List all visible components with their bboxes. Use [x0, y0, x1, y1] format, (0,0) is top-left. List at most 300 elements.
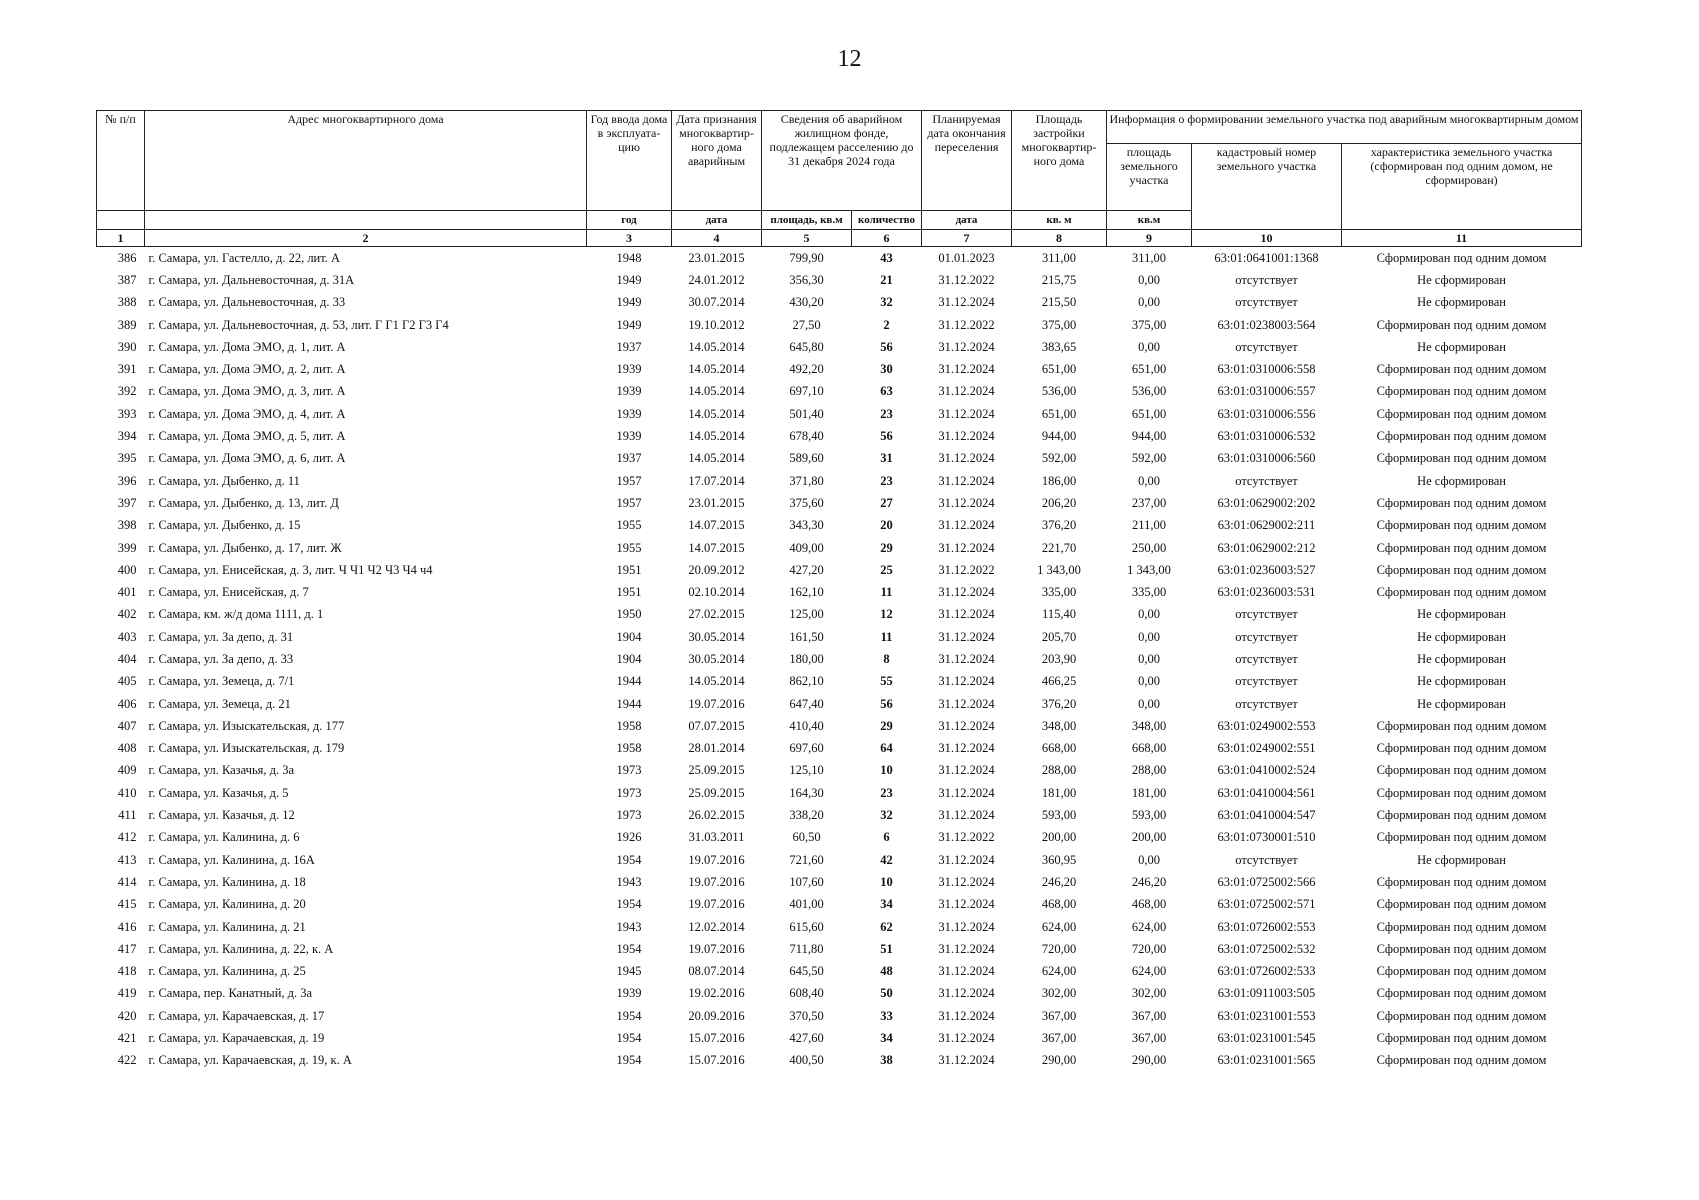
- land-characteristic: Сформирован под одним домом: [1376, 250, 1547, 265]
- build-area: 367,00: [1041, 1031, 1077, 1046]
- planned-date: 31.12.2024: [938, 540, 995, 555]
- address: г. Самара, ул. Дома ЭМО, д. 3, лит. А: [148, 384, 346, 399]
- cadastral-number: 63:01:0231001:565: [1217, 1053, 1316, 1068]
- cadastral-number: 63:01:0310006:532: [1217, 429, 1316, 444]
- residents-count: 56: [880, 339, 893, 354]
- year-built: 1949: [616, 317, 642, 332]
- land-area: 0,00: [1138, 674, 1160, 689]
- unit-cell-empty: [145, 211, 587, 230]
- planned-date: 31.12.2024: [938, 986, 995, 1001]
- land-area: 1 343,00: [1127, 562, 1171, 577]
- planned-date: 31.12.2024: [938, 941, 995, 956]
- column-number: 6: [852, 230, 922, 247]
- land-characteristic: Сформирован под одним домом: [1376, 1053, 1547, 1068]
- address: г. Самара, ул. Дыбенко, д. 15: [148, 518, 301, 533]
- build-area: 186,00: [1041, 473, 1077, 488]
- table-row: [97, 1050, 1582, 1072]
- cadastral-number: отсутствует: [1235, 696, 1298, 711]
- header-build-area: Площадь застройки многоквартир-ного дома: [1012, 111, 1107, 211]
- land-area: 651,00: [1131, 406, 1167, 421]
- residents-count: 6: [883, 830, 890, 845]
- year-built: 1943: [616, 919, 642, 934]
- emergency-area: 107,60: [789, 874, 824, 889]
- address: г. Самара, ул. Карачаевская, д. 17: [148, 1008, 325, 1023]
- table-row: [97, 492, 1582, 514]
- year-built: 1951: [616, 562, 642, 577]
- year-built: 1939: [616, 406, 642, 421]
- cadastral-number: 63:01:0410004:547: [1217, 808, 1316, 823]
- column-number: 1: [97, 230, 145, 247]
- unit-planned-date: дата: [922, 211, 1012, 230]
- emergency-area: 697,10: [789, 384, 824, 399]
- column-number: 8: [1012, 230, 1107, 247]
- land-area: 246,20: [1131, 874, 1167, 889]
- header-land-area: площадь земельного участка: [1107, 144, 1192, 211]
- table-row: [97, 448, 1582, 470]
- emergency-area: 862,10: [789, 674, 824, 689]
- planned-date: 31.12.2024: [938, 741, 995, 756]
- residents-count: 33: [880, 1008, 893, 1023]
- date-recognized: 23.01.2015: [688, 250, 745, 265]
- build-area: 367,00: [1041, 1008, 1077, 1023]
- cadastral-number: отсутствует: [1235, 295, 1298, 310]
- cadastral-number: отсутствует: [1235, 629, 1298, 644]
- residents-count: 34: [880, 897, 893, 912]
- cadastral-number: 63:01:0238003:564: [1217, 317, 1316, 332]
- address: г. Самара, ул. Дальневосточная, д. 31А: [148, 272, 355, 287]
- column-number: 5: [762, 230, 852, 247]
- address: г. Самара, ул. Гастелло, д. 22, лит. А: [148, 250, 341, 265]
- residents-count: 51: [880, 941, 893, 956]
- build-area: 215,50: [1041, 295, 1077, 310]
- year-built: 1973: [616, 808, 642, 823]
- planned-date: 31.12.2024: [938, 473, 995, 488]
- emergency-area: 721,60: [789, 852, 824, 867]
- planned-date: 31.12.2024: [938, 495, 995, 510]
- emergency-area: 375,60: [789, 495, 824, 510]
- row-number: 402: [117, 607, 137, 622]
- table-row: [97, 470, 1582, 492]
- residents-count: 42: [880, 852, 893, 867]
- address: г. Самара, км. ж/д дома 1111, д. 1: [148, 607, 324, 622]
- column-number: 4: [672, 230, 762, 247]
- address: г. Самара, ул. Калинина, д. 16А: [148, 852, 315, 867]
- row-number: 388: [117, 295, 137, 310]
- cadastral-number: 63:01:0725002:566: [1217, 874, 1316, 889]
- table-row: [97, 916, 1582, 938]
- row-number: 395: [117, 451, 137, 466]
- build-area: 720,00: [1041, 941, 1077, 956]
- column-number: 10: [1192, 230, 1342, 247]
- date-recognized: 14.07.2015: [688, 540, 745, 555]
- planned-date: 31.12.2024: [938, 429, 995, 444]
- land-characteristic: Сформирован под одним домом: [1376, 406, 1547, 421]
- row-number: 407: [117, 718, 137, 733]
- row-number: 387: [117, 272, 137, 287]
- row-number: 405: [117, 674, 137, 689]
- planned-date: 01.01.2023: [938, 250, 995, 265]
- address: г. Самара, ул. Дыбенко, д. 11: [148, 473, 300, 488]
- date-recognized: 14.05.2014: [688, 451, 745, 466]
- emergency-area: 27,50: [792, 317, 821, 332]
- residents-count: 64: [880, 741, 893, 756]
- build-area: 624,00: [1041, 964, 1077, 979]
- address: г. Самара, ул. Калинина, д. 6: [148, 830, 300, 845]
- build-area: 203,90: [1041, 651, 1077, 666]
- header-address: Адрес многоквартирного дома: [145, 111, 587, 211]
- land-area: 181,00: [1131, 785, 1167, 800]
- residents-count: 8: [883, 651, 890, 666]
- land-area: 624,00: [1131, 919, 1167, 934]
- land-area: 335,00: [1131, 585, 1167, 600]
- residents-count: 32: [880, 295, 893, 310]
- residents-count: 23: [880, 473, 893, 488]
- residents-count: 32: [880, 808, 893, 823]
- residents-count: 2: [883, 317, 890, 332]
- row-number: 420: [117, 1008, 137, 1023]
- residents-count: 11: [880, 585, 893, 600]
- cadastral-number: отсутствует: [1235, 651, 1298, 666]
- residents-count: 62: [880, 919, 893, 934]
- date-recognized: 23.01.2015: [688, 495, 745, 510]
- emergency-housing-table-sheet: [96, 110, 1582, 1072]
- row-number: 394: [117, 429, 137, 444]
- year-built: 1954: [616, 1053, 642, 1068]
- year-built: 1939: [616, 986, 642, 1001]
- year-built: 1904: [616, 651, 642, 666]
- residents-count: 55: [880, 674, 893, 689]
- row-number: 414: [117, 874, 137, 889]
- cadastral-number: 63:01:0730001:510: [1217, 830, 1316, 845]
- date-recognized: 19.07.2016: [688, 852, 745, 867]
- land-characteristic: Сформирован под одним домом: [1376, 585, 1547, 600]
- header-planned-date: Планируемая дата окончания переселения: [922, 111, 1012, 211]
- planned-date: 31.12.2024: [938, 362, 995, 377]
- land-area: 624,00: [1131, 964, 1167, 979]
- land-characteristic: Сформирован под одним домом: [1376, 451, 1547, 466]
- date-recognized: 15.07.2016: [688, 1031, 745, 1046]
- date-recognized: 08.07.2014: [688, 964, 745, 979]
- header-emergency-info: Сведения об аварийном жилищном фонде, подлежащем расселению до 31 декабря 2024 года: [762, 111, 922, 211]
- table-row: [97, 1027, 1582, 1049]
- unit-cell-empty: [97, 211, 145, 230]
- date-recognized: 30.05.2014: [688, 651, 745, 666]
- land-area: 288,00: [1131, 763, 1167, 778]
- row-number: 397: [117, 495, 137, 510]
- emergency-area: 400,50: [789, 1053, 824, 1068]
- address: г. Самара, ул. Енисейская, д. 7: [148, 585, 309, 600]
- date-recognized: 25.09.2015: [688, 763, 745, 778]
- build-area: 536,00: [1041, 384, 1077, 399]
- year-built: 1944: [616, 696, 642, 711]
- address: г. Самара, ул. Земеца, д. 7/1: [148, 674, 295, 689]
- address: г. Самара, ул. Земеца, д. 21: [148, 696, 291, 711]
- land-characteristic: Сформирован под одним домом: [1376, 964, 1547, 979]
- planned-date: 31.12.2024: [938, 897, 995, 912]
- unit-land-area: кв.м: [1107, 211, 1192, 230]
- header-cadastral: кадастровый номер земельного участка: [1192, 144, 1342, 230]
- date-recognized: 25.09.2015: [688, 785, 745, 800]
- table-row: [97, 425, 1582, 447]
- cadastral-number: 63:01:0249002:551: [1217, 741, 1316, 756]
- address: г. Самара, ул. Калинина, д. 25: [148, 964, 306, 979]
- row-number: 398: [117, 518, 137, 533]
- year-built: 1954: [616, 941, 642, 956]
- planned-date: 31.12.2024: [938, 295, 995, 310]
- land-characteristic: Сформирован под одним домом: [1376, 518, 1547, 533]
- planned-date: 31.12.2022: [938, 317, 995, 332]
- table-row: [97, 537, 1582, 559]
- land-characteristic: Не сформирован: [1417, 651, 1506, 666]
- build-area: 376,20: [1041, 696, 1077, 711]
- land-area: 237,00: [1131, 495, 1167, 510]
- emergency-area: 162,10: [789, 585, 824, 600]
- planned-date: 31.12.2024: [938, 718, 995, 733]
- table-row: [97, 760, 1582, 782]
- row-number: 396: [117, 473, 137, 488]
- build-area: 592,00: [1041, 451, 1077, 466]
- land-characteristic: Сформирован под одним домом: [1376, 1031, 1547, 1046]
- land-characteristic: Сформирован под одним домом: [1376, 941, 1547, 956]
- table-row: [97, 782, 1582, 804]
- page-number: 12: [837, 46, 862, 72]
- residents-count: 29: [880, 540, 893, 555]
- column-number: 2: [145, 230, 587, 247]
- header-characteristic: характеристика земельного участка (сформирован под одним домом, не сформирован): [1342, 144, 1582, 230]
- land-area: 0,00: [1138, 339, 1160, 354]
- emergency-area: 645,80: [789, 339, 824, 354]
- cadastral-number: 63:01:0310006:560: [1217, 451, 1316, 466]
- land-characteristic: Сформирован под одним домом: [1376, 317, 1547, 332]
- cadastral-number: отсутствует: [1235, 473, 1298, 488]
- planned-date: 31.12.2024: [938, 1008, 995, 1023]
- header-land-info: Информация о формировании земельного участка под аварийным многоквартирным домом: [1107, 111, 1582, 144]
- cadastral-number: 63:01:0410004:561: [1217, 785, 1316, 800]
- land-characteristic: Не сформирован: [1417, 295, 1506, 310]
- date-recognized: 14.05.2014: [688, 406, 745, 421]
- land-characteristic: Сформирован под одним домом: [1376, 808, 1547, 823]
- table-row: [97, 693, 1582, 715]
- table-row: [97, 1005, 1582, 1027]
- row-number: 390: [117, 339, 137, 354]
- row-number: 413: [117, 852, 137, 867]
- cadastral-number: отсутствует: [1235, 852, 1298, 867]
- date-recognized: 26.02.2015: [688, 808, 745, 823]
- cadastral-number: 63:01:0410002:524: [1217, 763, 1316, 778]
- planned-date: 31.12.2024: [938, 852, 995, 867]
- year-built: 1954: [616, 1008, 642, 1023]
- land-characteristic: Не сформирован: [1417, 852, 1506, 867]
- build-area: 593,00: [1041, 808, 1077, 823]
- emergency-area: 427,60: [789, 1031, 824, 1046]
- year-built: 1957: [616, 473, 642, 488]
- address: г. Самара, ул. Дыбенко, д. 17, лит. Ж: [148, 540, 342, 555]
- land-characteristic: Сформирован под одним домом: [1376, 384, 1547, 399]
- residents-count: 30: [880, 362, 893, 377]
- build-area: 651,00: [1041, 362, 1077, 377]
- land-area: 302,00: [1131, 986, 1167, 1001]
- land-characteristic: Не сформирован: [1417, 674, 1506, 689]
- planned-date: 31.12.2024: [938, 518, 995, 533]
- year-built: 1973: [616, 785, 642, 800]
- residents-count: 29: [880, 718, 893, 733]
- cadastral-number: отсутствует: [1235, 674, 1298, 689]
- column-number: 11: [1342, 230, 1582, 247]
- land-characteristic: Сформирован под одним домом: [1376, 785, 1547, 800]
- cadastral-number: 63:01:0629002:211: [1217, 518, 1316, 533]
- residents-count: 56: [880, 429, 893, 444]
- date-recognized: 19.07.2016: [688, 941, 745, 956]
- address: г. Самара, ул. За депо, д. 33: [148, 651, 294, 666]
- address: г. Самара, ул. Дома ЭМО, д. 6, лит. А: [148, 451, 346, 466]
- land-characteristic: Сформирован под одним домом: [1376, 874, 1547, 889]
- address: г. Самара, ул. Калинина, д. 21: [148, 919, 306, 934]
- land-characteristic: Не сформирован: [1417, 629, 1506, 644]
- residents-count: 43: [880, 250, 893, 265]
- land-area: 468,00: [1131, 897, 1167, 912]
- land-area: 651,00: [1131, 362, 1167, 377]
- row-number: 400: [117, 562, 137, 577]
- residents-count: 34: [880, 1031, 893, 1046]
- land-area: 290,00: [1131, 1053, 1167, 1068]
- emergency-area: 371,80: [789, 473, 824, 488]
- build-area: 944,00: [1041, 429, 1077, 444]
- year-built: 1955: [616, 540, 642, 555]
- date-recognized: 24.01.2012: [688, 272, 745, 287]
- date-recognized: 20.09.2012: [688, 562, 745, 577]
- header-date-recognized: Дата признания многоквартир-ного дома аварийным: [672, 111, 762, 211]
- build-area: 246,20: [1041, 874, 1077, 889]
- address: г. Самара, ул. Калинина, д. 18: [148, 874, 306, 889]
- cadastral-number: отсутствует: [1235, 272, 1298, 287]
- date-recognized: 27.02.2015: [688, 607, 745, 622]
- planned-date: 31.12.2024: [938, 763, 995, 778]
- row-number: 410: [117, 785, 137, 800]
- date-recognized: 19.02.2016: [688, 986, 745, 1001]
- date-recognized: 19.10.2012: [688, 317, 745, 332]
- build-area: 181,00: [1041, 785, 1077, 800]
- land-characteristic: Сформирован под одним домом: [1376, 362, 1547, 377]
- planned-date: 31.12.2022: [938, 830, 995, 845]
- cadastral-number: 63:01:0725002:571: [1217, 897, 1316, 912]
- year-built: 1944: [616, 674, 642, 689]
- table-row: [97, 515, 1582, 537]
- emergency-area: 125,10: [789, 763, 824, 778]
- cadastral-number: 63:01:0911003:505: [1217, 986, 1316, 1001]
- address: г. Самара, ул. Изыскательская, д. 177: [148, 718, 345, 733]
- date-recognized: 14.05.2014: [688, 339, 745, 354]
- emergency-area: 409,00: [789, 540, 824, 555]
- build-area: 383,65: [1041, 339, 1077, 354]
- row-number: 391: [117, 362, 137, 377]
- planned-date: 31.12.2024: [938, 674, 995, 689]
- planned-date: 31.12.2024: [938, 384, 995, 399]
- address: г. Самара, ул. Дальневосточная, д. 33: [148, 295, 346, 310]
- table-row: [97, 738, 1582, 760]
- planned-date: 31.12.2024: [938, 696, 995, 711]
- residents-count: 20: [880, 518, 893, 533]
- build-area: 624,00: [1041, 919, 1077, 934]
- year-built: 1939: [616, 362, 642, 377]
- planned-date: 31.12.2024: [938, 1053, 995, 1068]
- residents-count: 48: [880, 964, 893, 979]
- emergency-area: 410,40: [789, 718, 824, 733]
- cadastral-number: 63:01:0725002:532: [1217, 941, 1316, 956]
- date-recognized: 19.07.2016: [688, 897, 745, 912]
- land-characteristic: Сформирован под одним домом: [1376, 741, 1547, 756]
- table-row: [97, 292, 1582, 314]
- build-area: 311,00: [1042, 250, 1076, 265]
- emergency-area: 492,20: [789, 362, 824, 377]
- year-built: 1957: [616, 495, 642, 510]
- residents-count: 38: [880, 1053, 893, 1068]
- year-built: 1958: [616, 741, 642, 756]
- land-characteristic: Не сформирован: [1417, 272, 1506, 287]
- residents-count: 56: [880, 696, 893, 711]
- land-area: 367,00: [1131, 1031, 1167, 1046]
- address: г. Самара, ул. Калинина, д. 20: [148, 897, 306, 912]
- date-recognized: 14.05.2014: [688, 674, 745, 689]
- emergency-area: 711,80: [789, 941, 824, 956]
- table-row: [97, 336, 1582, 358]
- year-built: 1949: [616, 295, 642, 310]
- row-number: 418: [117, 964, 137, 979]
- table-row: [97, 671, 1582, 693]
- land-area: 0,00: [1138, 696, 1160, 711]
- planned-date: 31.12.2024: [938, 919, 995, 934]
- row-number: 392: [117, 384, 137, 399]
- table-row: [97, 871, 1582, 893]
- emergency-area: 356,30: [789, 272, 824, 287]
- row-number: 389: [117, 317, 137, 332]
- emergency-area: 180,00: [789, 651, 824, 666]
- planned-date: 31.12.2024: [938, 964, 995, 979]
- emergency-area: 430,20: [789, 295, 824, 310]
- column-numbers-row: [97, 230, 1582, 247]
- cadastral-number: отсутствует: [1235, 339, 1298, 354]
- build-area: 115,40: [1042, 607, 1076, 622]
- table-row: [97, 358, 1582, 380]
- land-characteristic: Сформирован под одним домом: [1376, 897, 1547, 912]
- address: г. Самара, ул. Енисейская, д. 3, лит. Ч Ч1 Ч2 Ч3 Ч4 ч4: [148, 562, 433, 577]
- land-characteristic: Сформирован под одним домом: [1376, 562, 1547, 577]
- year-built: 1950: [616, 607, 642, 622]
- table-row: [97, 849, 1582, 871]
- build-area: 360,95: [1041, 852, 1077, 867]
- emergency-area: 343,30: [789, 518, 824, 533]
- planned-date: 31.12.2024: [938, 874, 995, 889]
- land-characteristic: Не сформирован: [1417, 473, 1506, 488]
- land-area: 0,00: [1138, 272, 1160, 287]
- table-row: [97, 648, 1582, 670]
- land-area: 0,00: [1138, 629, 1160, 644]
- row-number: 386: [117, 250, 137, 265]
- address: г. Самара, ул. Дома ЭМО, д. 5, лит. А: [148, 429, 346, 444]
- date-recognized: 15.07.2016: [688, 1053, 745, 1068]
- planned-date: 31.12.2024: [938, 585, 995, 600]
- year-built: 1948: [616, 250, 642, 265]
- planned-date: 31.12.2024: [938, 651, 995, 666]
- land-area: 0,00: [1138, 852, 1160, 867]
- land-area: 0,00: [1138, 651, 1160, 666]
- date-recognized: 19.07.2016: [688, 696, 745, 711]
- cadastral-number: 63:01:0726002:533: [1217, 964, 1316, 979]
- land-area: 592,00: [1131, 451, 1167, 466]
- address: г. Самара, ул. Казачья, д. 12: [148, 808, 295, 823]
- planned-date: 31.12.2024: [938, 1031, 995, 1046]
- planned-date: 31.12.2024: [938, 339, 995, 354]
- address: г. Самара, ул. Изыскательская, д. 179: [148, 741, 345, 756]
